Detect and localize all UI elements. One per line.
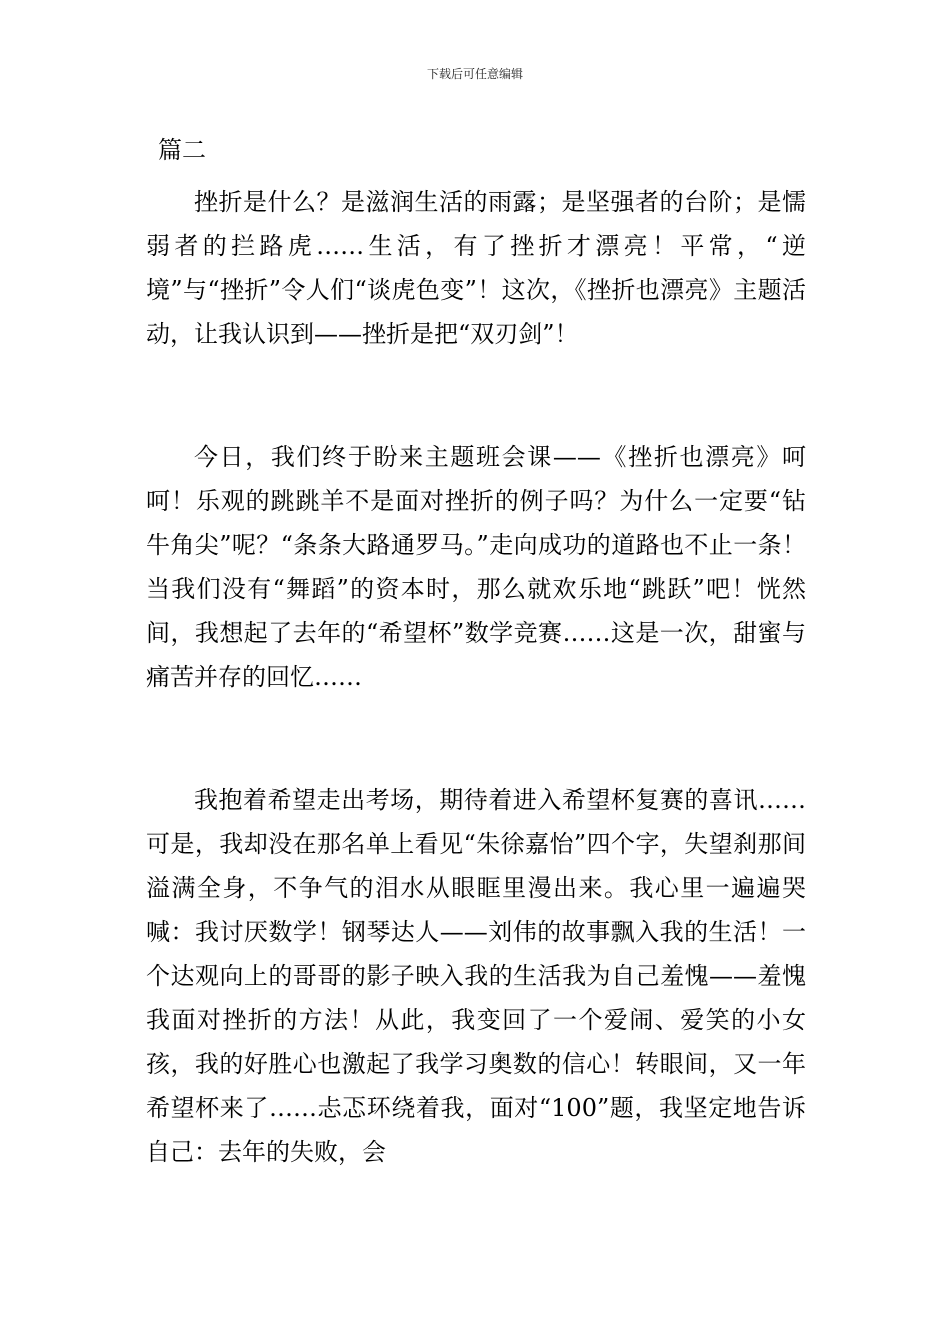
paragraph-spacer	[146, 699, 806, 778]
header-note: 下载后可任意编辑	[426, 67, 523, 81]
page-header	[0, 66, 950, 82]
section-heading: 篇二	[158, 136, 206, 164]
document-body	[146, 128, 806, 1174]
paragraph-2: 今日，我们终于盼来主题班会课——《挫折也漂亮》呵呵！乐观的跳跳羊不是面对挫折的例子吗？为什么一定要“钻牛角尖”呢？“条条大路通罗马。”走向成功的道路也不止一条！当我们没有“舞蹈”的资本时，那么就欢乐地“跳跃”吧！恍然间，我想起了去年的“希望杯”数学竞赛……这是一次，甜蜜与痛苦并存的回忆……	[146, 443, 806, 691]
paragraph-1: 挫折是什么？是滋润生活的雨露；是坚强者的台阶；是懦弱者的拦路虎……生活，有了挫折才漂亮！平常，“逆境”与“挫折”令人们“谈虎色变”！这次，《挫折也漂亮》主题活动，让我认识到——挫折是把“双刃剑”！	[146, 188, 806, 348]
paragraph-spacer	[146, 356, 806, 435]
paragraph-3: 我抱着希望走出考场，期待着进入希望杯复赛的喜讯……可是，我却没在那名单上看见“朱徐嘉怡”四个字，失望刹那间溢满全身，不争气的泪水从眼眶里漫出来。我心里一遍遍哭喊：我讨厌数学！钢琴达人——刘伟的故事飘入我的生活！一个达观向上的哥哥的影子映入我的生活我为自己羞愧——羞愧我面对挫折的方法！从此，我变回了一个爱闹、爱笑的小女孩，我的好胜心也激起了我学习奥数的信心！转眼间，又一年希望杯来了……忐忑环绕着我，面对“100”题，我坚定地告诉自己：去年的失败，会	[146, 786, 806, 1166]
